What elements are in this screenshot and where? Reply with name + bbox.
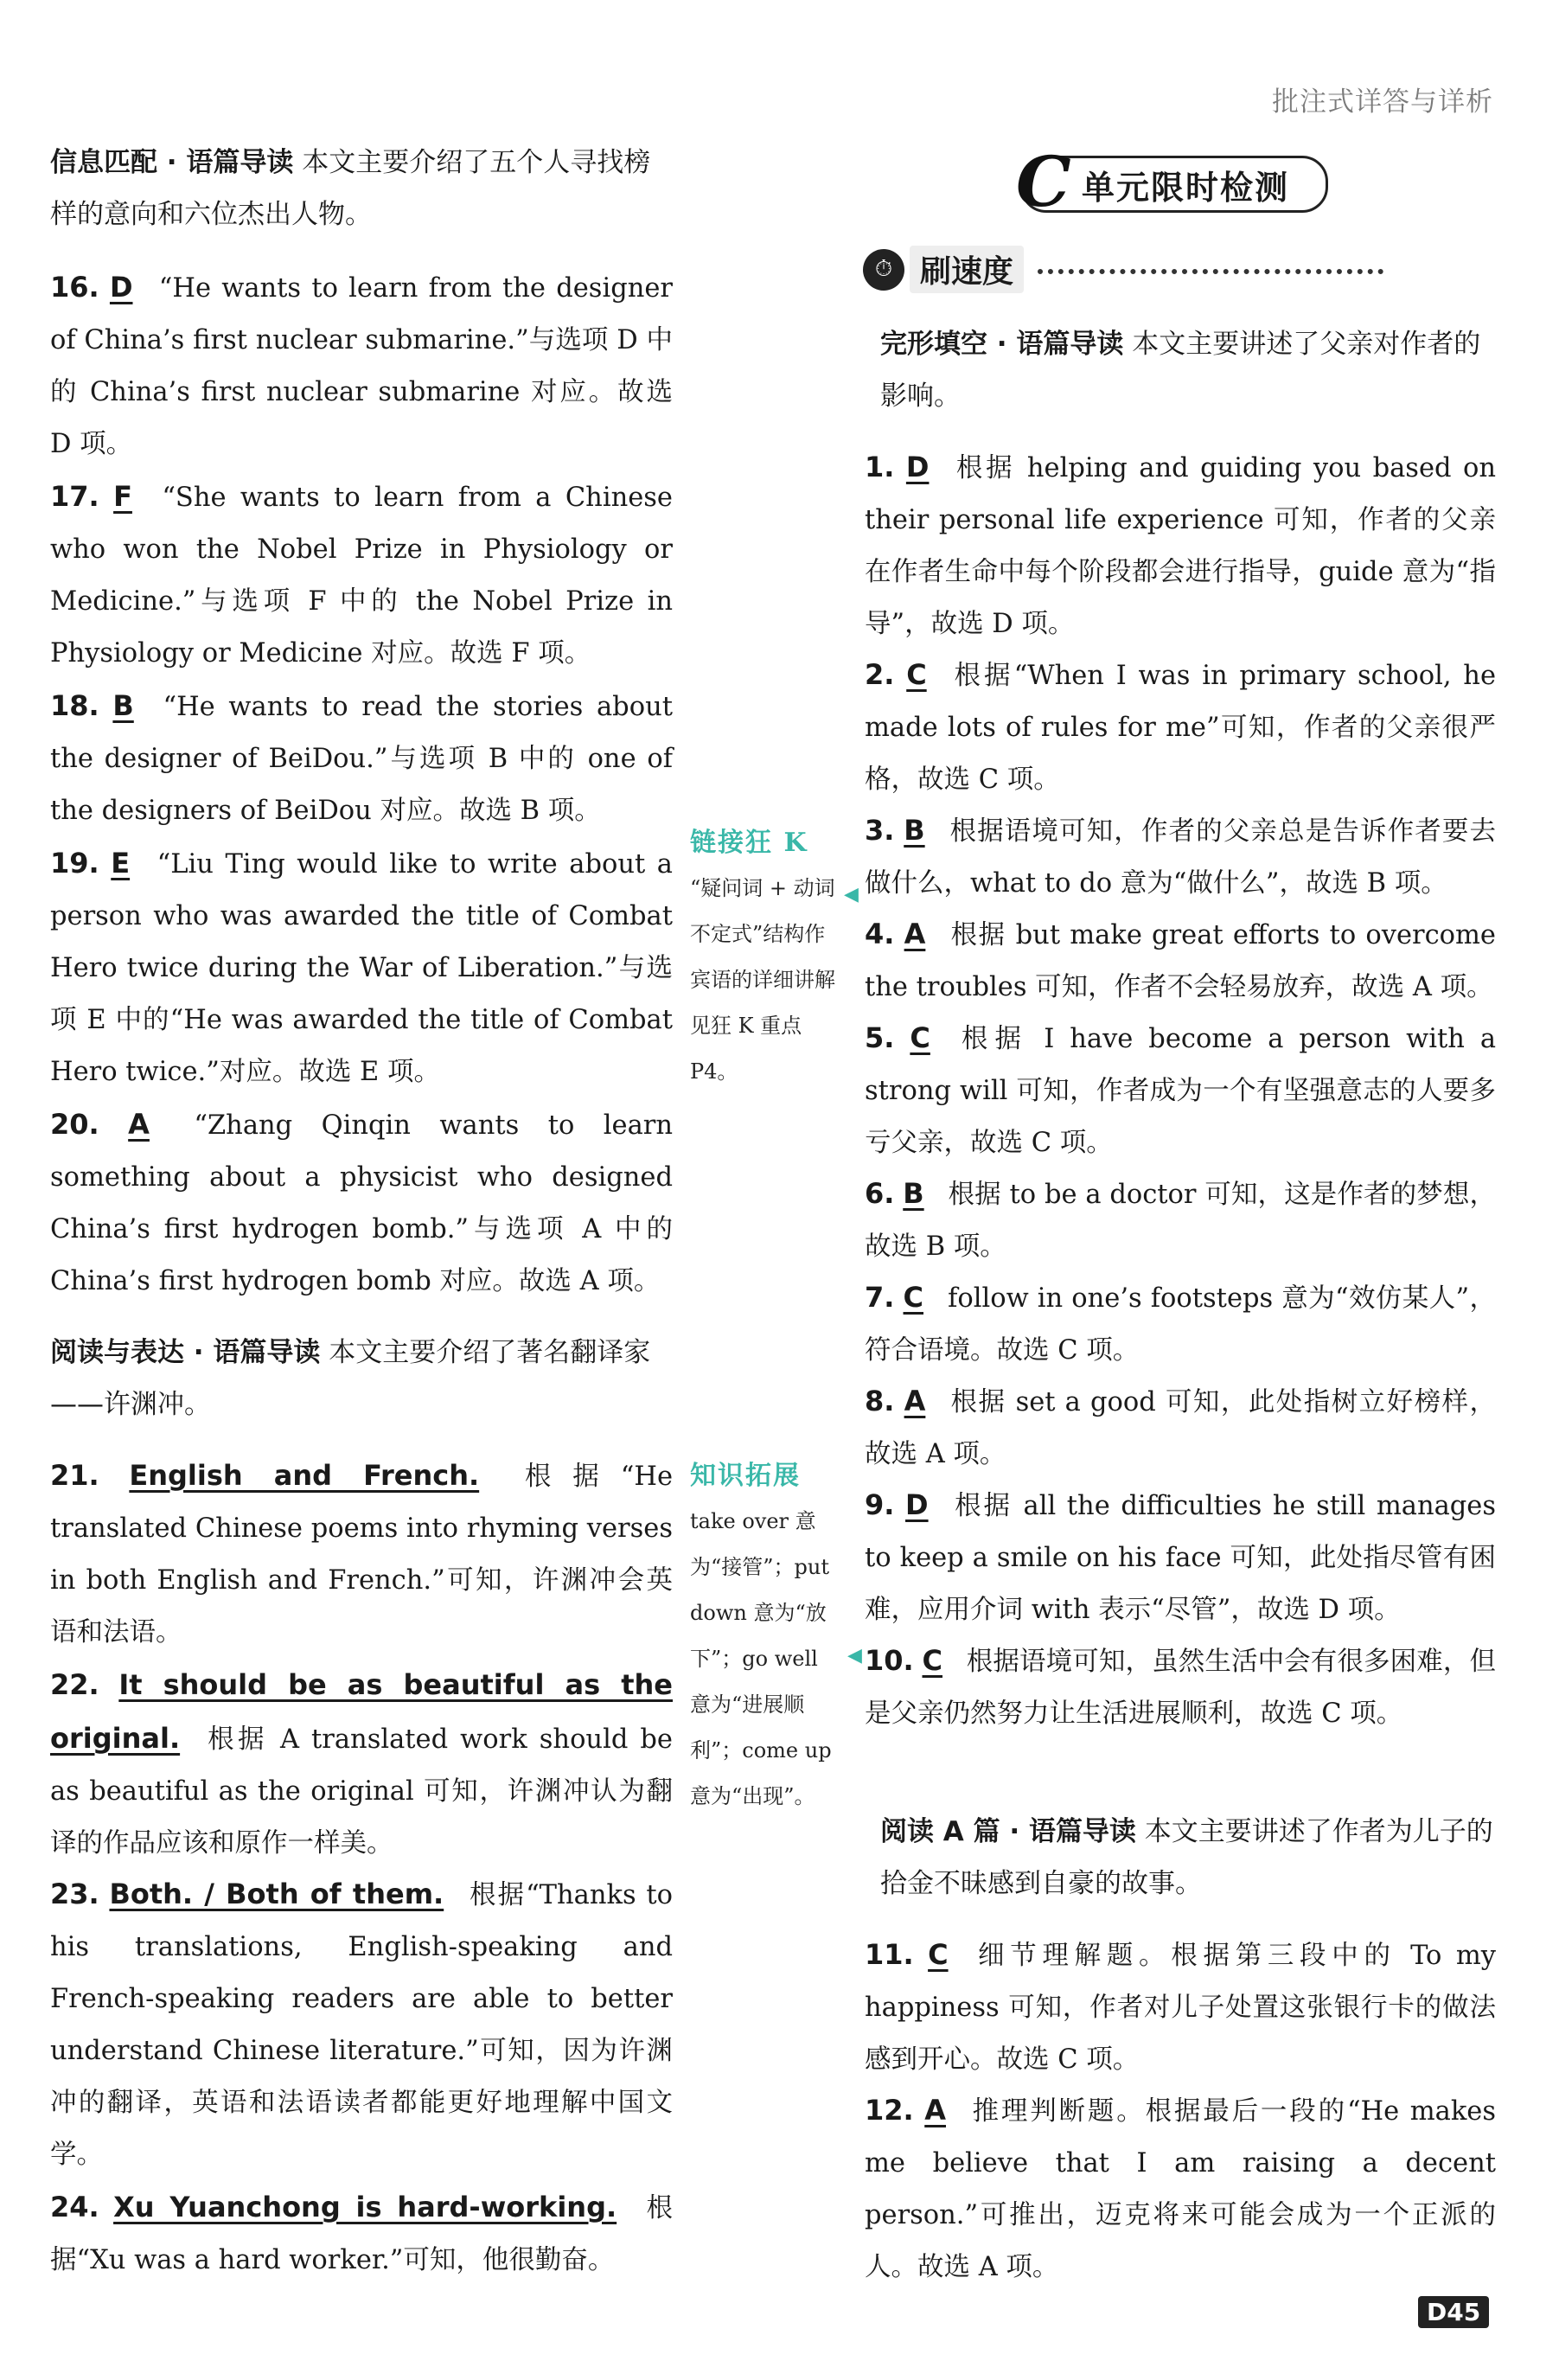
section-text: 本文主要介绍了著名翻译家——许渊冲。 (50, 1337, 651, 1420)
item-number: 19. (50, 847, 99, 880)
item-answer: D (905, 1488, 929, 1521)
section-intro-matching (50, 137, 673, 240)
item-number: 6. (865, 1177, 895, 1210)
item-answer: It should be as beautiful as the original. (50, 1668, 673, 1755)
item-explanation: “Liu Ting would like to write about a person who was awarded the title of Combat Hero twice during the War of Liberation.”与选项 E 中的“He was awarded the title of Combat Hero twice.”对应。故选 E 项。 (50, 849, 673, 1087)
section-text: 本文主要讲述了作者为儿子的拾金不昧感到自豪的故事。 (880, 1816, 1493, 1899)
section-text: 本文主要讲述了父亲对作者的影响。 (880, 329, 1481, 412)
arrow-icon: ◀ (844, 884, 859, 905)
answer-item-17 (50, 470, 673, 680)
answer-item-8 (865, 1375, 1496, 1481)
speed-badge-text: 刷速度 (910, 246, 1024, 293)
answer-item-7 (865, 1271, 1496, 1377)
item-number: 24. (50, 2191, 99, 2223)
item-explanation: 根据 I have become a person with a strong will 可知，作者成为一个有坚强意志的人要多亏父亲，故选 C 项。 (865, 1024, 1497, 1158)
section-tag: 阅读 A 篇 · 语篇导读 (880, 1816, 1136, 1847)
item-explanation: 根据 A translated work should be as beautiful as the original 可知，许渊冲认为翻译的作品应该和原作一样美。 (50, 1724, 673, 1859)
arrow-icon: ◀ (847, 1645, 862, 1667)
item-answer: A (128, 1108, 150, 1141)
item-explanation: 根据 all the difficulties he still manages to keep a smile on his face 可知，此处指尽管有困难，应用介词 with 表示“尽管”，故选 D 项。 (865, 1491, 1497, 1625)
answer-item-12 (865, 2084, 1496, 2294)
item-explanation: 根据“Xu was a hard worker.”可知，他很勤奋。 (50, 2193, 674, 2275)
answer-item-19 (50, 837, 673, 1098)
item-number: 18. (50, 689, 99, 722)
answer-item-2 (865, 649, 1496, 806)
item-explanation: 根据 but make great efforts to overcome the troubles 可知，作者不会轻易放弃，故选 A 项。 (865, 920, 1496, 1002)
item-number: 3. (865, 814, 895, 847)
item-answer: D (905, 451, 930, 483)
side-note-text: take over 意为“接管”；put down 意为“放下”；go well 意为“进展顺利”；come up 意为“出现”。 (690, 1509, 832, 1808)
item-explanation: 根据 helping and guiding you based on their personal life experience 可知，作者的父亲在作者生命中每个阶段都会进行指导，guide 意为“指导”，故选 D 项。 (865, 453, 1496, 639)
header-title: 批注式详答与详析 (1272, 86, 1493, 118)
section-tag: 信息匹配 · 语篇导读 (50, 147, 294, 178)
item-explanation: 根据“He translated Chinese poems into rhyming verses in both English and French.”可知，许渊冲会英语和法语。 (50, 1462, 674, 1647)
item-explanation: “She wants to learn from a Chinese who won the Nobel Prize in Physiology or Medicine.”与选项 F 中的 the Nobel Prize in Physiology or Medicine 对应。故选 F 项。 (50, 483, 673, 669)
item-explanation: 根据“When I was in primary school, he made lots of rules for me”可知，作者的父亲很严格，故选 C 项。 (865, 661, 1496, 795)
side-note-knowledge (690, 1453, 844, 1820)
item-explanation: 根据语境可知，作者的父亲总是告诉作者要去做什么，what to do 意为“做什么”，故选 B 项。 (865, 816, 1496, 899)
item-number: 4. (865, 918, 895, 950)
item-answer: B (904, 814, 925, 847)
item-number: 22. (50, 1668, 99, 1701)
item-explanation: 根据“Thanks to his translations, English-speaking and French-speaking readers are able to better understand Chinese literature.”可知，因为许渊冲的翻译，英语和法语读者都能更好地理解中国文学。 (50, 1880, 674, 2170)
item-answer: C (922, 1644, 942, 1677)
item-explanation: “He wants to learn from the designer of China’s first nuclear submarine.”与选项 D 中的 China’s first nuclear submarine 对应。故选 D 项。 (50, 273, 673, 459)
section-tag: 完形填空 · 语篇导读 (880, 329, 1124, 360)
item-answer: English and French. (129, 1459, 480, 1492)
answer-item-1 (865, 441, 1496, 650)
item-explanation: 细节理解题。根据第三段中的 To my happiness 可知，作者对儿子处置这张银行卡的做法感到开心。故选 C 项。 (865, 1941, 1496, 2075)
page-number: D45 (1418, 2296, 1489, 2328)
side-note-title: 链接狂 K (690, 828, 808, 858)
item-number: 21. (50, 1459, 99, 1492)
answer-item-23 (50, 1868, 673, 2181)
item-answer: C (928, 1938, 949, 1971)
item-number: 1. (865, 451, 895, 483)
unit-letter: C (1016, 141, 1071, 222)
section-tag: 阅读与表达 · 语篇导读 (50, 1337, 321, 1368)
section-intro-cloze (880, 318, 1496, 422)
answer-item-4 (865, 908, 1496, 1014)
item-answer: B (903, 1177, 924, 1210)
item-answer: D (109, 271, 133, 304)
item-explanation: 根据 set a good 可知，此处指树立好榜样，故选 A 项。 (865, 1387, 1496, 1469)
section-intro-reading-expression (50, 1327, 673, 1430)
answer-item-11 (865, 1929, 1496, 2086)
item-answer: C (906, 658, 927, 691)
side-note-title: 知识拓展 (690, 1461, 801, 1491)
answer-item-5 (865, 1012, 1496, 1169)
side-note-link (690, 820, 844, 1095)
side-note-text: “疑问词 + 动词不定式”结构作宾语的详细讲解见狂 K 重点 P4。 (690, 876, 835, 1084)
item-explanation: 推理判断题。根据最后一段的“He makes me believe that I am raising a decent person.”可推出，迈克将来可能会成为一个正派的人。故选 A 项。 (865, 2096, 1497, 2282)
item-explanation: “Zhang Qinqin wants to learn something about a physicist who designed China’s first hydrogen bomb.”与选项 A 中的 China’s first hydrogen bomb 对应。故选 A 项。 (50, 1110, 674, 1296)
answer-item-16 (50, 261, 673, 470)
item-answer: C (910, 1021, 930, 1054)
answer-item-20 (50, 1098, 673, 1308)
item-number: 16. (50, 271, 99, 304)
item-answer: E (111, 847, 131, 880)
answer-item-22 (50, 1659, 673, 1870)
item-explanation: follow in one’s footsteps 意为“效仿某人”，符合语境。故选 C 项。 (865, 1283, 1497, 1366)
item-answer: C (903, 1281, 923, 1314)
speed-badge (863, 246, 1383, 293)
item-answer: F (113, 480, 132, 513)
answer-item-24 (50, 2181, 673, 2287)
item-number: 11. (865, 1938, 914, 1971)
stopwatch-icon: ⏱ (863, 249, 904, 291)
answer-item-6 (865, 1168, 1496, 1273)
item-number: 10. (865, 1644, 914, 1677)
item-number: 17. (50, 480, 99, 513)
item-number: 20. (50, 1108, 99, 1141)
answer-item-21 (50, 1449, 673, 1659)
item-answer: A (904, 1385, 926, 1417)
item-number: 12. (865, 2094, 914, 2127)
unit-test-badge (1016, 141, 1328, 222)
item-number: 7. (865, 1281, 895, 1314)
answer-item-18 (50, 680, 673, 837)
item-answer: B (112, 689, 134, 722)
item-explanation: 根据语境可知，虽然生活中会有很多困难，但是父亲仍然努力让生活进展顺利，故选 C 项。 (865, 1647, 1496, 1729)
item-number: 23. (50, 1878, 99, 1910)
item-number: 5. (865, 1021, 895, 1054)
item-number: 8. (865, 1385, 895, 1417)
item-answer: Xu Yuanchong is hard-working. (113, 2191, 617, 2223)
item-answer: A (904, 918, 926, 950)
item-explanation: “He wants to read the stories about the designer of BeiDou.”与选项 B 中的 one of the designers of BeiDou 对应。故选 B 项。 (50, 692, 673, 826)
item-answer: Both. / Both of them. (109, 1878, 444, 1910)
dotted-divider (1038, 266, 1383, 274)
item-number: 2. (865, 658, 895, 691)
answer-item-10 (865, 1635, 1496, 1740)
answer-item-9 (865, 1479, 1496, 1636)
item-number: 9. (865, 1488, 895, 1521)
unit-badge-text: 单元限时检测 (1082, 168, 1290, 207)
answer-item-3 (865, 804, 1496, 910)
section-intro-reading-a (880, 1806, 1496, 1910)
section-text: 本文主要介绍了五个人寻找榜样的意向和六位杰出人物。 (50, 147, 651, 230)
item-answer: A (924, 2094, 946, 2127)
item-explanation: 根据 to be a doctor 可知，这是作者的梦想，故选 B 项。 (865, 1180, 1497, 1262)
